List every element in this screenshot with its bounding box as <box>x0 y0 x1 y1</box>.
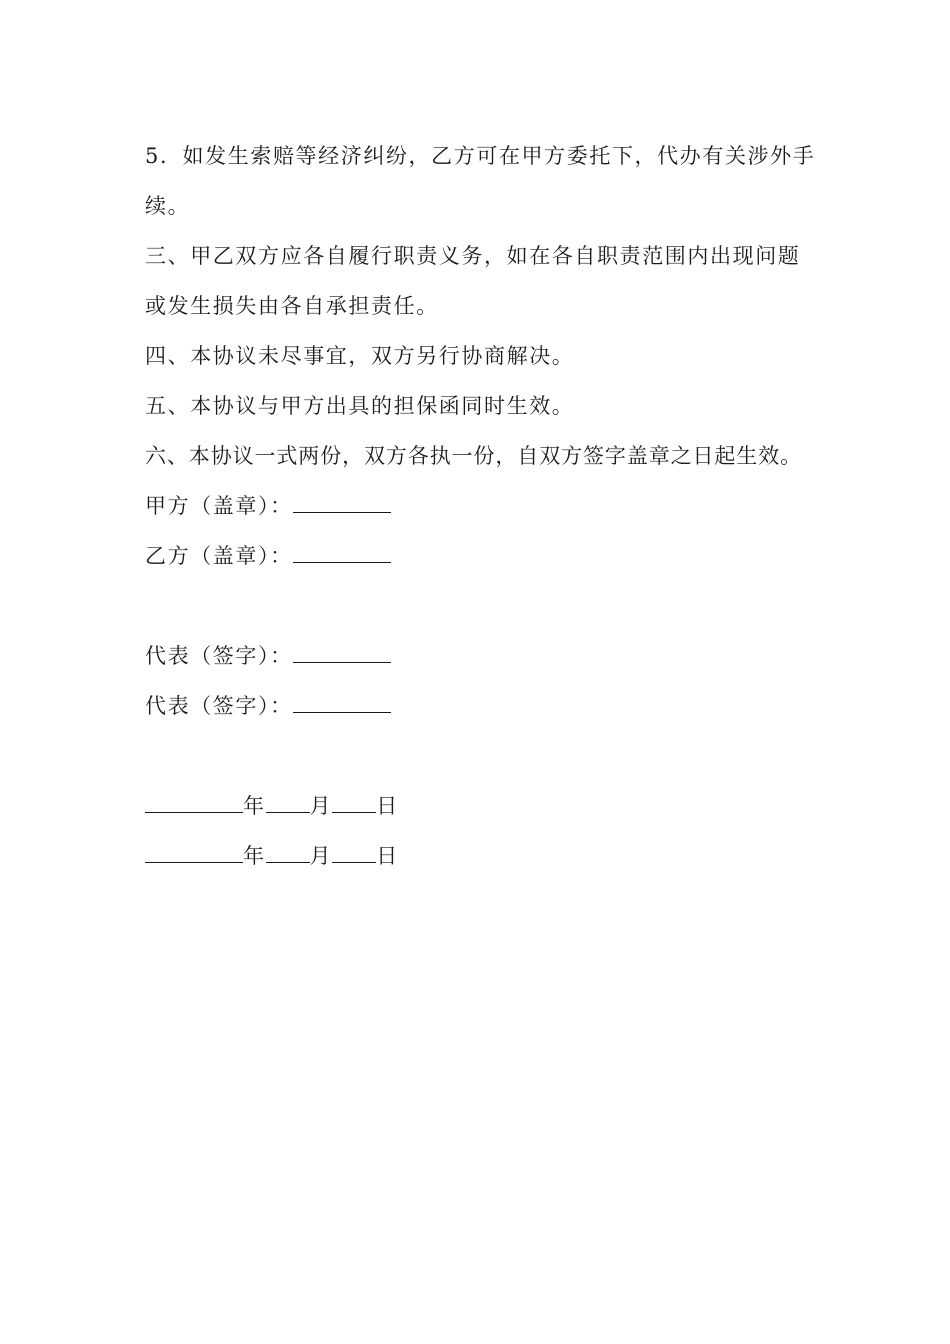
clause-3-line-2: 或发生损失由各自承担责任。 <box>145 294 439 318</box>
clause-5-line-1: 5．如发生索赔等经济纠纷，乙方可在甲方委托下，代办有关涉外手 <box>145 144 816 168</box>
date-a-day-label: 日 <box>376 794 399 818</box>
date-b-year-blank[interactable] <box>145 832 243 863</box>
clause-5-line-2: 续。 <box>145 194 191 218</box>
clause-4: 四、本协议未尽事宜，双方另行协商解决。 <box>145 344 575 368</box>
party-a-seal-label: 甲方（盖章）： <box>145 494 293 518</box>
rep-b-sign-row <box>145 681 810 731</box>
party-b-seal-row <box>145 531 810 581</box>
clause-5-effect: 五、本协议与甲方出具的担保函同时生效。 <box>145 394 575 418</box>
rep-b-sign-blank[interactable] <box>293 682 391 713</box>
clause-3-line-1: 三、甲乙双方应各自履行职责义务，如在各自职责范围内出现问题 <box>145 244 801 268</box>
party-b-seal-label: 乙方（盖章）： <box>145 544 293 568</box>
rep-a-sign-blank[interactable] <box>293 632 391 663</box>
date-b-month-label: 月 <box>309 844 333 868</box>
date-a-month-blank[interactable] <box>266 782 310 813</box>
date-row-a <box>145 781 810 831</box>
document-body <box>145 131 816 881</box>
date-row-b <box>145 831 810 881</box>
rep-a-sign-label: 代表（签字）： <box>145 644 293 668</box>
party-a-seal-blank[interactable] <box>293 482 391 513</box>
date-b-day-label: 日 <box>376 844 399 868</box>
date-a-year-blank[interactable] <box>145 782 243 813</box>
spacer <box>145 731 810 781</box>
clause-6: 六、本协议一式两份，双方各执一份，自双方签字盖章之日起生效。 <box>145 444 802 468</box>
date-a-day-blank[interactable] <box>332 782 376 813</box>
rep-b-sign-label: 代表（签字）： <box>145 694 293 718</box>
date-a-month-label: 月 <box>309 794 333 818</box>
rep-a-sign-row <box>145 631 810 681</box>
party-b-seal-blank[interactable] <box>293 532 391 563</box>
date-a-year-label: 年 <box>243 794 266 818</box>
date-b-year-label: 年 <box>243 844 266 868</box>
date-b-month-blank[interactable] <box>266 832 310 863</box>
party-a-seal-row <box>145 481 810 531</box>
spacer <box>145 581 810 631</box>
date-b-day-blank[interactable] <box>332 832 376 863</box>
